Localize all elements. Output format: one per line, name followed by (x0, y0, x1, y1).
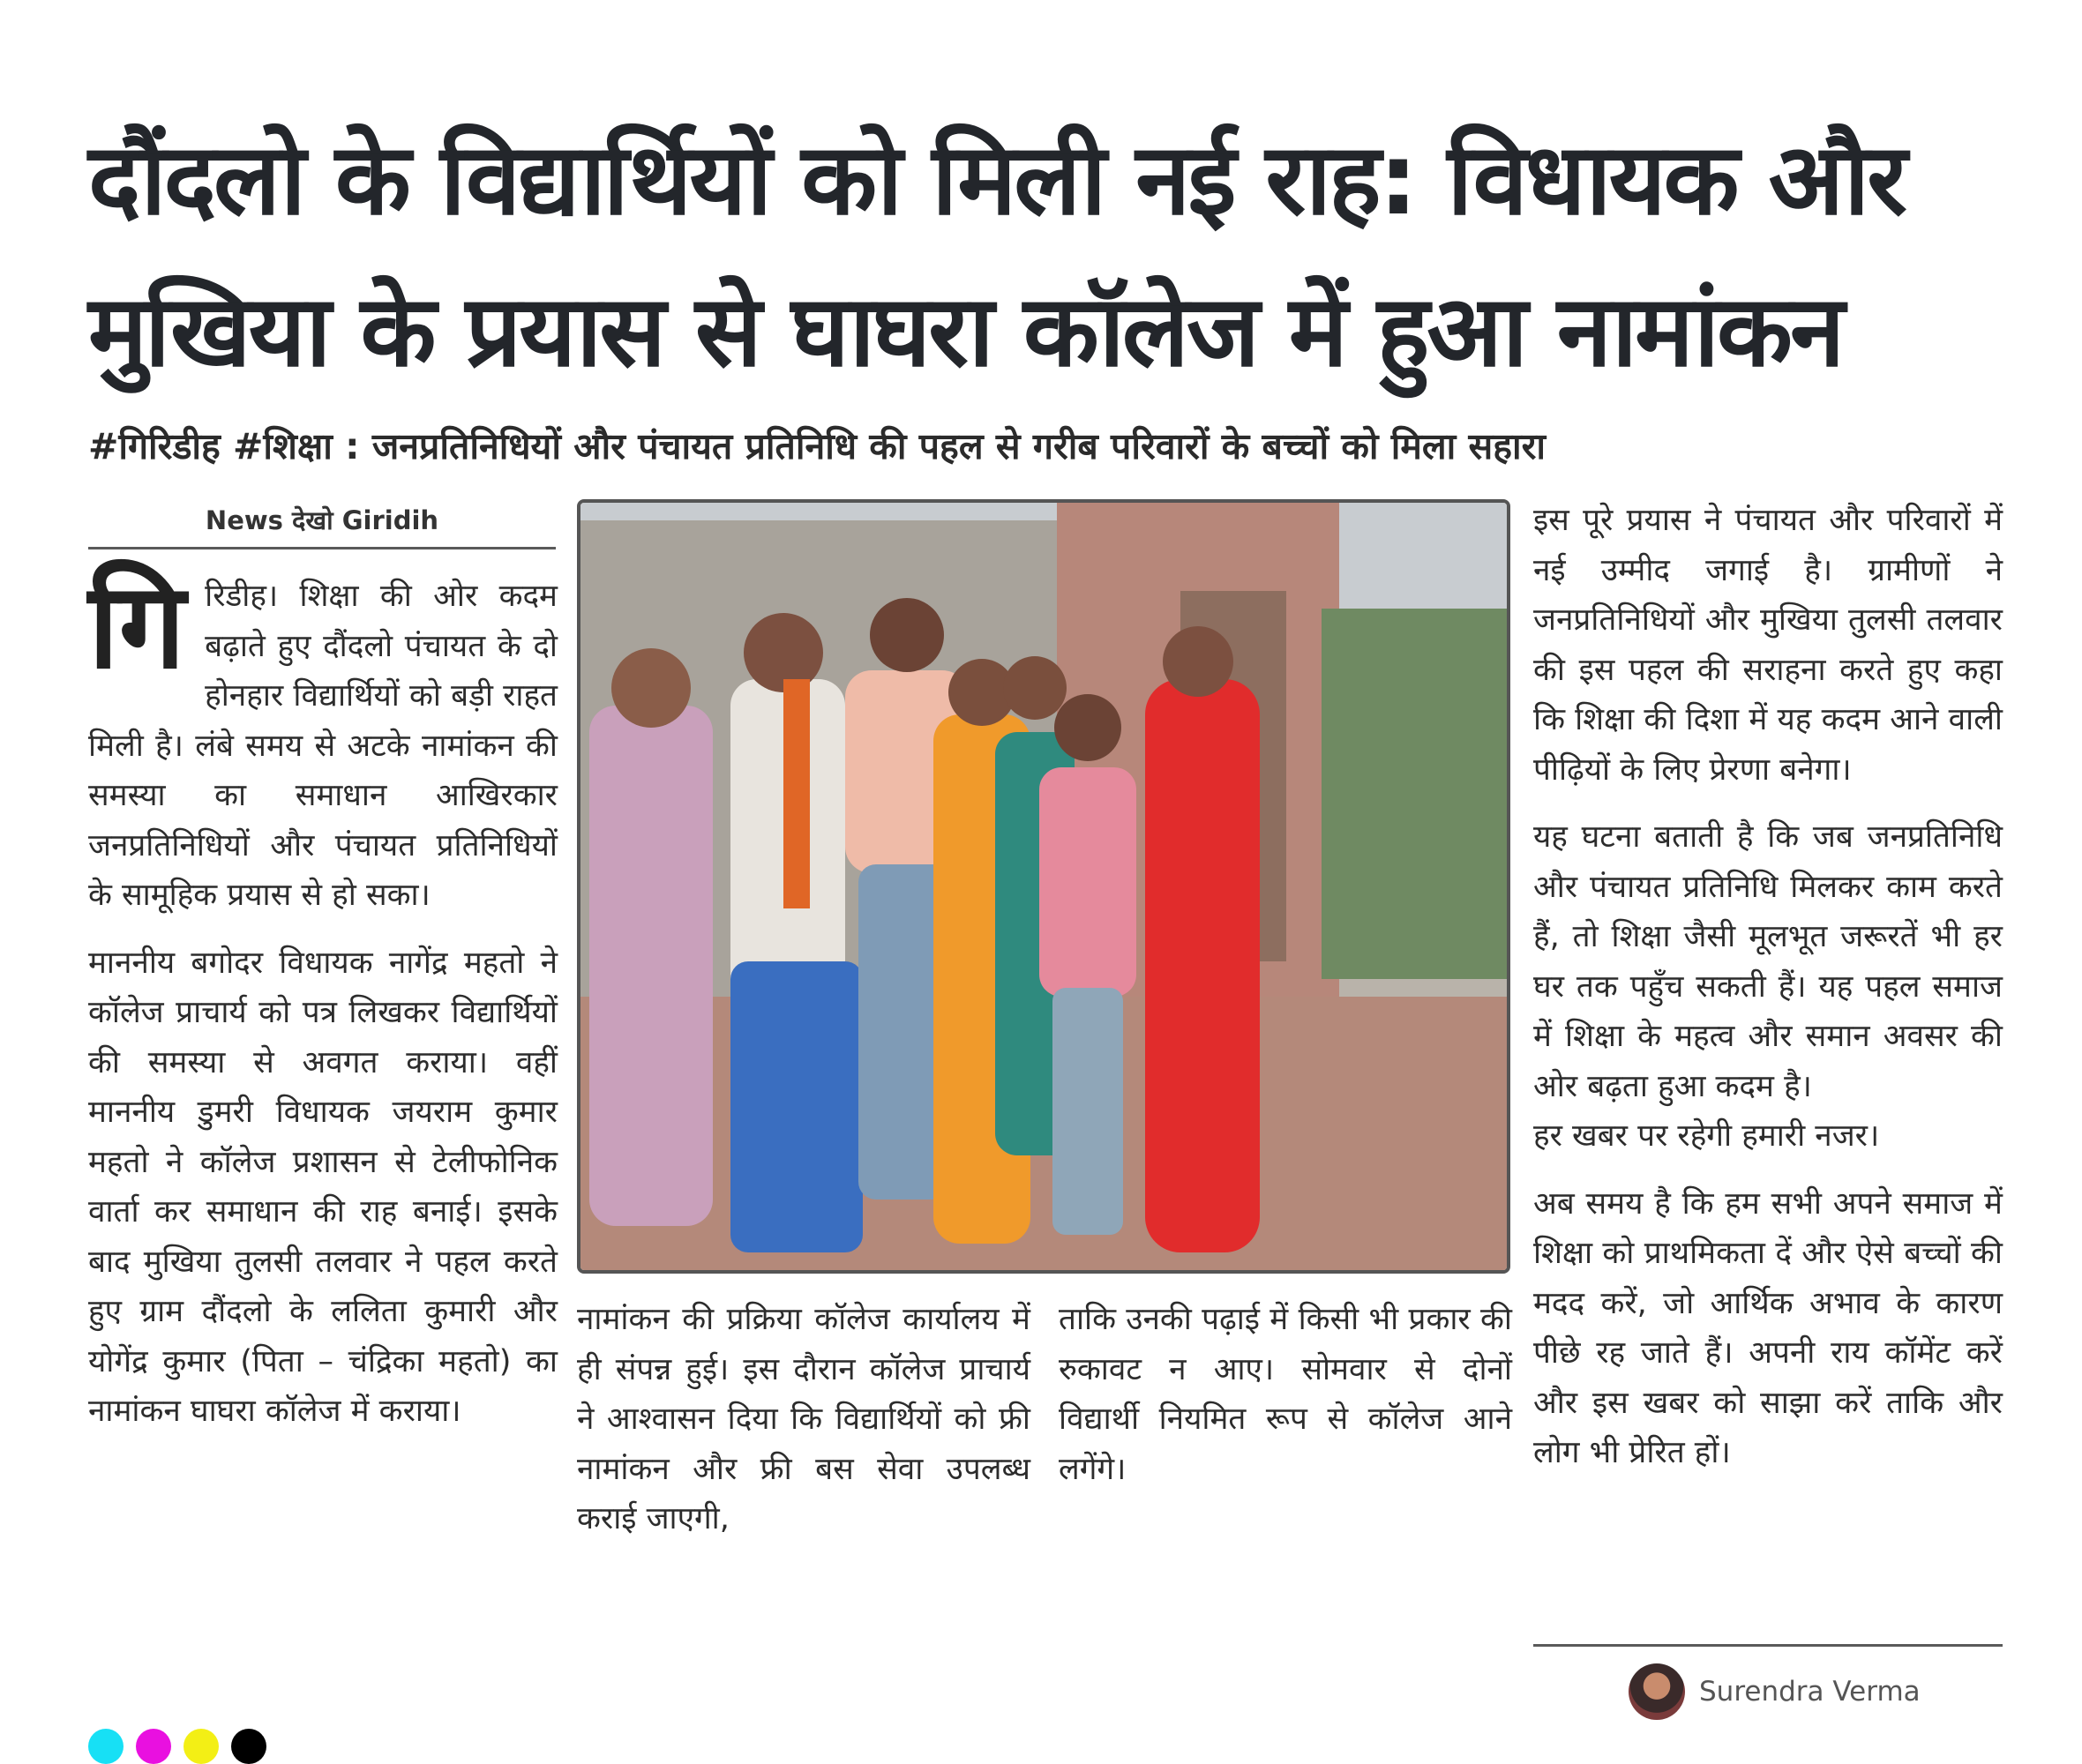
black-dot (231, 1729, 266, 1764)
headline-line-2: मुखिया के प्रयास से घाघरा कॉलेज में हुआ नामांकन (88, 274, 1843, 389)
column-3-paragraph-1: ताकि उनकी पढ़ाई में किसी भी प्रकार की रुकावट न आए। सोमवार से दोनों विद्यार्थी नियमित रूप से कॉलेज आने लगेंगे। (1059, 1302, 1512, 1487)
magenta-dot (136, 1729, 171, 1764)
column-2-paragraph-1: नामांकन की प्रक्रिया कॉलेज कार्यालय में ही संपन्न हुई। इस दौरान कॉलेज प्राचार्य ने आश्वासन दिया कि विद्यार्थियों को फ्री नामांकन और फ्री बस सेवा उपलब्ध कराई जाएगी, (577, 1302, 1030, 1536)
article-column-4 (1533, 496, 2003, 1496)
author-credit[interactable] (1629, 1663, 1921, 1720)
yellow-dot (183, 1729, 219, 1764)
column-4-paragraph-2 (1533, 812, 2003, 1162)
print-registration-dots (88, 1729, 279, 1764)
cyan-dot (88, 1729, 124, 1764)
column-1-paragraph-2: माननीय बगोदर विधायक नागेंद्र महतो ने कॉलेज प्राचार्य को पत्र लिखकर विद्यार्थियों की समस्या से अवगत कराया। वहीं माननीय डुमरी विधायक जयराम कुमार महतो ने कॉलेज प्रशासन से टेलीफोनिक वार्ता कर समाधान की राह बनाई। इसके बाद मुखिया तुलसी तलवार ने पहल करते हुए ग्राम दौंदलो के ललिता कुमारी और योगेंद्र कुमार (पिता – चंद्रिका महतो) का नामांकन घाघरा कॉलेज में कराया। (88, 945, 558, 1429)
byline-divider (88, 547, 556, 549)
article-column-1 (88, 557, 558, 1454)
column-4-paragraph-1: इस पूरे प्रयास ने पंचायत और परिवारों में नई उम्मीद जगाई है। ग्रामीणों ने जनप्रतिनिधियों और मुखिया तुलसी तलवार की इस पहल की सराहना करते हुए कहा कि शिक्षा की दिशा में यह कदम आने वाली पीढ़ियों के लिए प्रेरणा बनेगा। (1533, 503, 2003, 788)
author-name: Surendra Verma (1699, 1676, 1921, 1708)
subheadline: #गिरिडीह #शिक्षा : जनप्रतिनिधियों और पंचायत प्रतिनिधि की पहल से गरीब परिवारों के बच्चों को मिला सहारा (88, 425, 1547, 467)
column-1-paragraph-1 (88, 557, 558, 921)
headline-line-1: दौंदलो के विद्यार्थियों को मिली नई राह: विधायक और (88, 123, 1905, 237)
tagline: हर खबर पर रहेगी हमारी नजर। (1533, 1118, 1880, 1154)
article-column-3 (1059, 1295, 1512, 1512)
byline: News देखो Giridih (205, 505, 439, 535)
column-4-paragraph-3: अब समय है कि हम सभी अपने समाज में शिक्षा को प्राथमिकता दें और ऐसे बच्चों की मदद करें, जो आर्थिक अभाव के कारण पीछे रह जाते हैं। अपनी राय कॉमेंट करें और इस खबर को साझा करें ताकि और लोग भी प्रेरित हों। (1533, 1185, 2003, 1470)
article-column-2 (577, 1295, 1030, 1562)
headline (88, 104, 1994, 407)
avatar (1629, 1663, 1685, 1720)
author-divider (1533, 1644, 2003, 1647)
drop-cap: गि (88, 557, 186, 695)
column-1-paragraph-1-text: रिडीह। शिक्षा की ओर कदम बढ़ाते हुए दौंदलो पंचायत के दो होनहार विद्यार्थियों को बड़ी राहत मिली है। लंबे समय से अटके नामांकन की समस्या का समाधान आखिरकार जनप्रतिनिधियों और पंचायत प्रतिनिधियों के सामूहिक प्रयास से हो सका। (88, 579, 558, 913)
column-4-paragraph-2-text: यह घटना बताती है कि जब जनप्रतिनिधि और पंचायत प्रतिनिधि मिलकर काम करते हैं, तो शिक्षा जैसी मूलभूत जरूरतें भी हर घर तक पहुँच सकती हैं। यह पहल समाज में शिक्षा के महत्व और समान अवसर की ओर बढ़ता हुआ कदम है। (1533, 819, 2003, 1104)
news-photo (577, 499, 1510, 1274)
group-photo-illustration (580, 503, 1507, 1270)
